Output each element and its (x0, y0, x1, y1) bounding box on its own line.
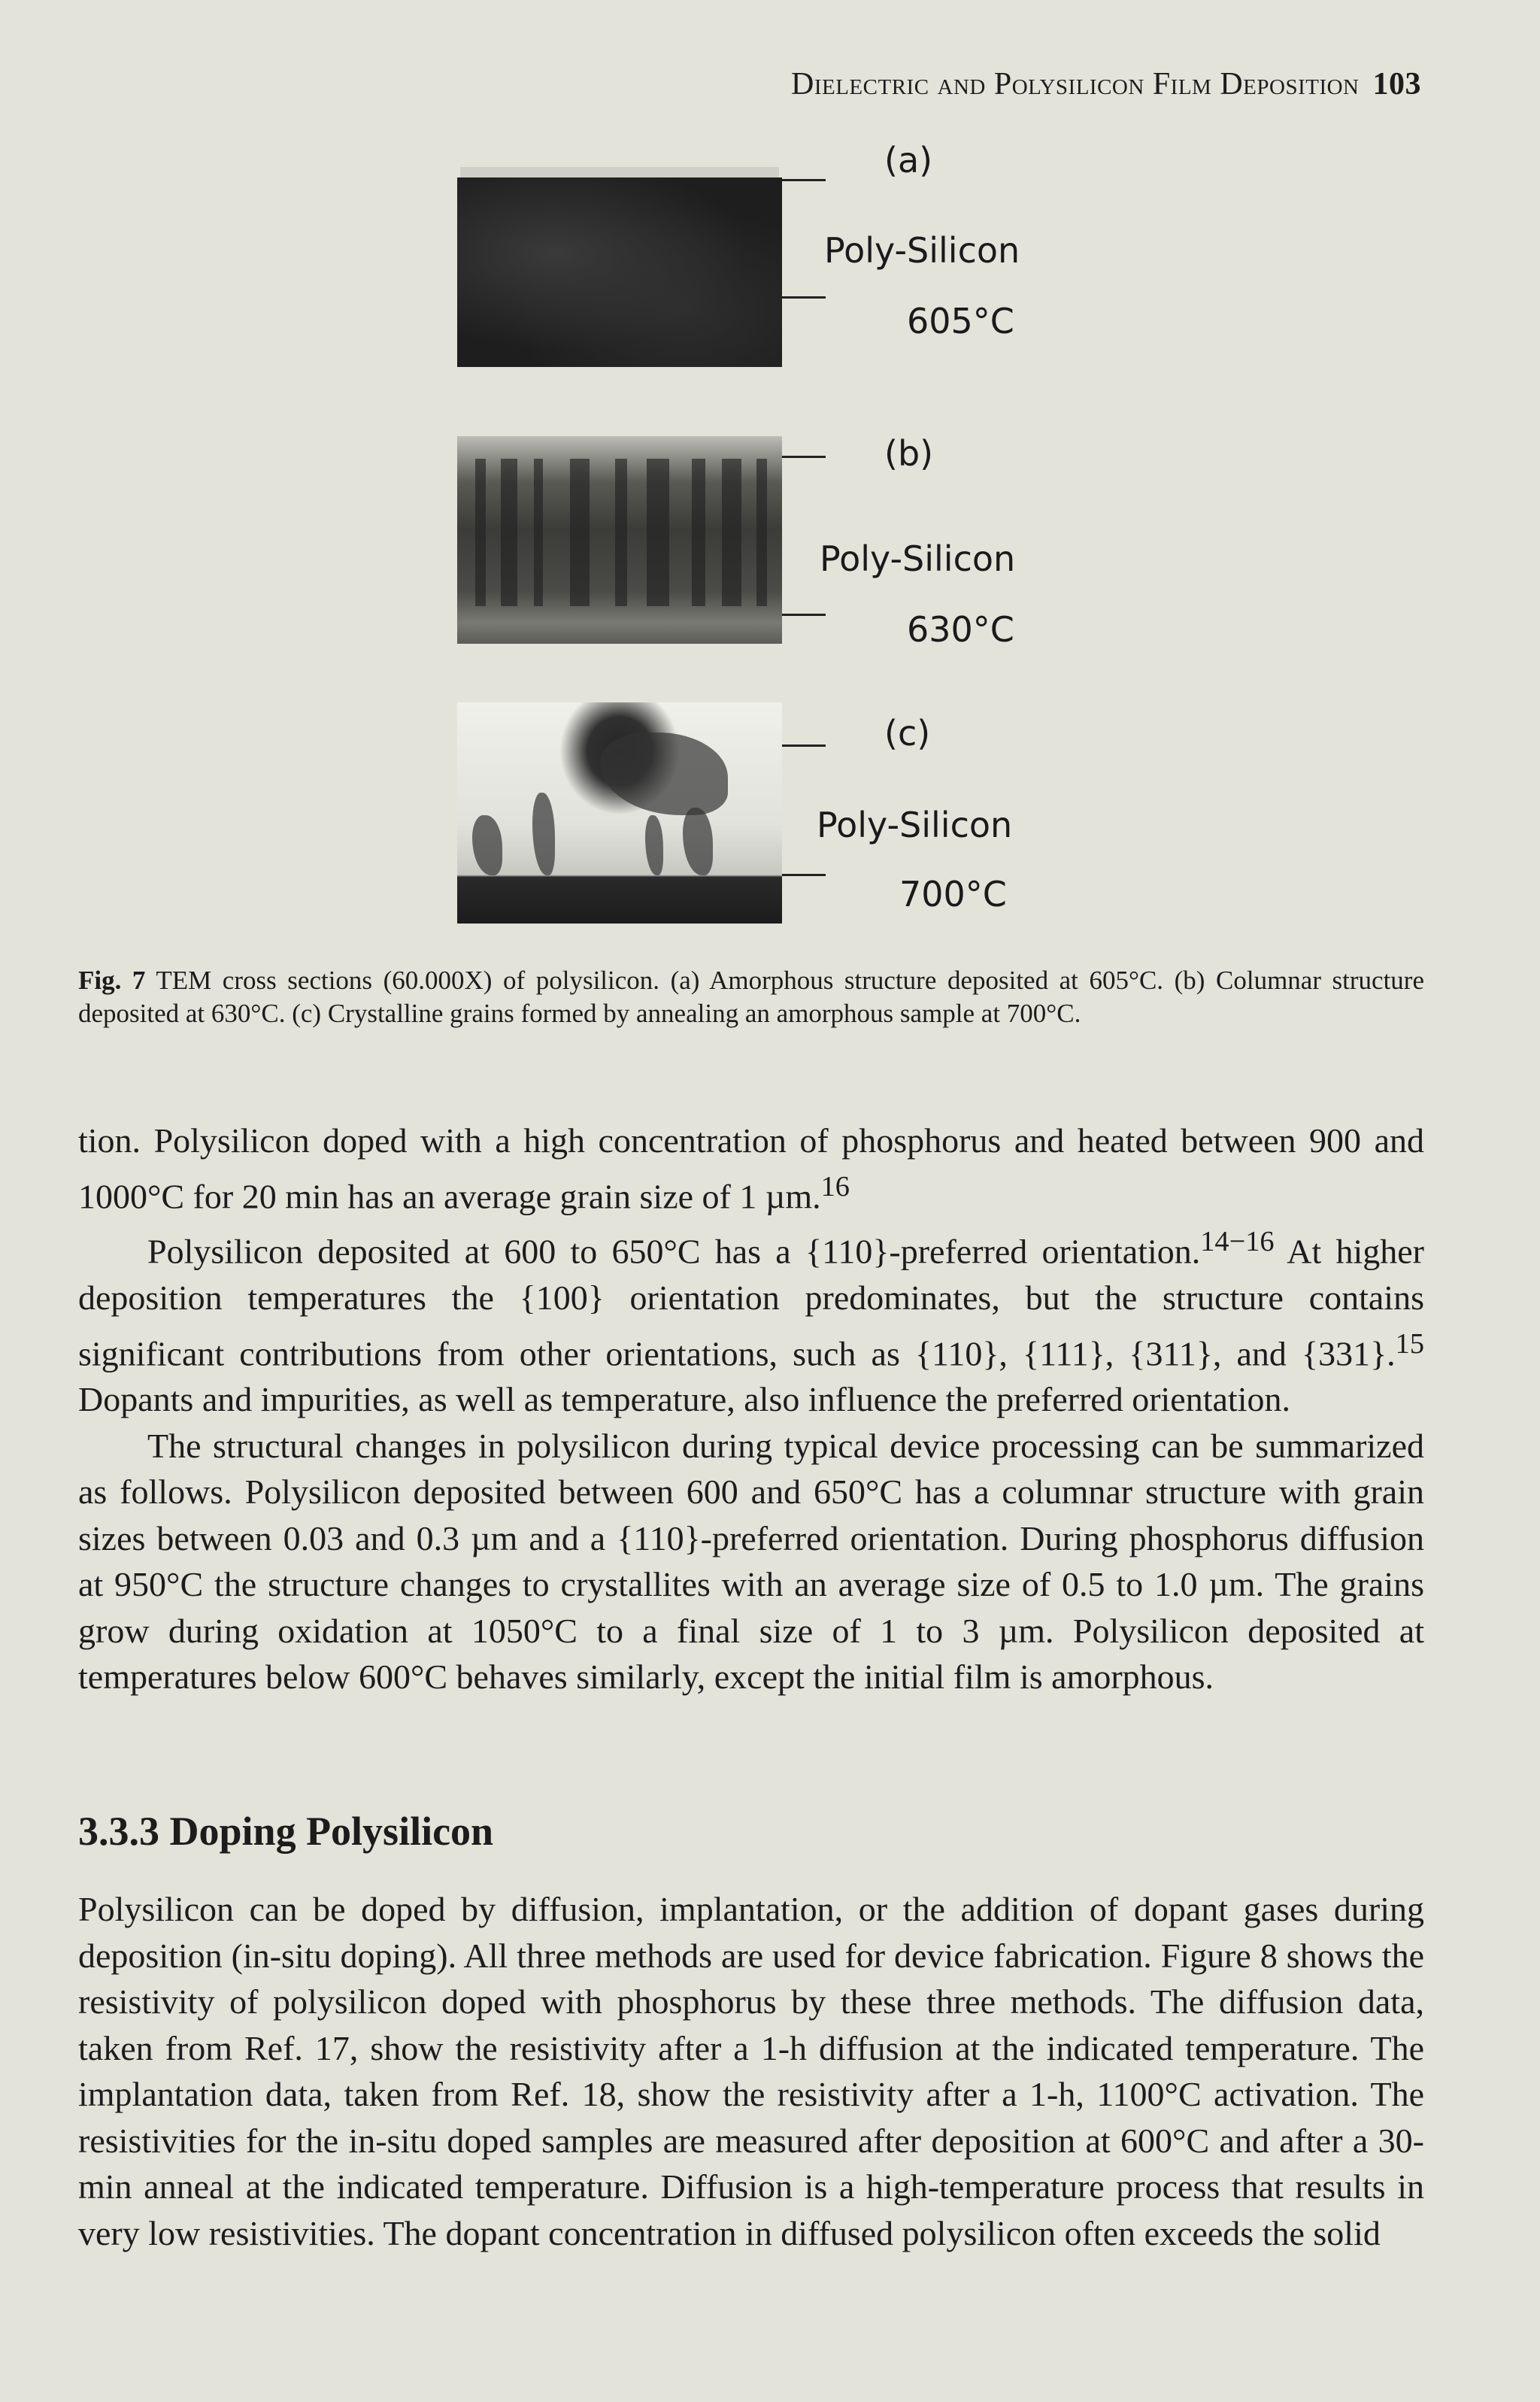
tem-image-c (457, 702, 782, 923)
panel-c-label: (c) (884, 713, 931, 754)
panel-a-label: (a) (884, 140, 933, 180)
tick-a-top (782, 179, 826, 181)
figure-caption (78, 964, 1424, 1030)
paragraph-4: Polysilicon can be doped by diffusion, implantation, or the addition of dopant gases during deposition (in-situ doping). All three methods are used for device fabrication. Figure 8 shows the resistivity of polysilicon doped with phosphorus by these three methods. The diffusion data, taken from Ref. 17, show the resistivity after a 1-h diffusion at the indicated temperature. The implantation data, taken from Ref. 18, show the resistivity after a 1-h, 1100°C activation. The resistivities for the in-situ doped samples are measured after deposition at 600°C and after a 30-min anneal at the indicated temperature. Diffusion is a high-temperature process that results in very low resistivities. The dopant concentration in diffused polysilicon often exceeds the solid (78, 1890, 1424, 2252)
tick-a-mid (782, 296, 826, 299)
panel-c-material: Poly-Silicon (817, 805, 1013, 845)
paragraph-1: tion. Polysilicon doped with a high concentration of phosphorus and heated between 900 and 1000°C for 20 min has an average grain size of 1 µm.$^{16}$ (78, 1121, 1424, 1215)
panel-a-material: Poly-Silicon (824, 230, 1020, 271)
panel-b-material: Poly-Silicon (820, 538, 1016, 579)
figure-caption-text: TEM cross sections (60.000X) of polysilicon. (a) Amorphous structure deposited at 605°C. (b) Columnar structure deposited at 630°C. (c) Crystalline grains formed by annealing an amorphous sample at 700°C. (78, 966, 1424, 1028)
tick-b-top (782, 456, 826, 458)
figure-caption-id: Fig. 7 (78, 966, 146, 995)
panel-b-temperature: 630°C (907, 609, 1014, 650)
tem-image-b (457, 436, 782, 644)
panel-a-temperature: 605°C (907, 301, 1014, 341)
reference-15: 15 (1395, 1327, 1424, 1360)
tick-c-top (782, 745, 826, 747)
panel-c-temperature: 700°C (899, 874, 1007, 914)
body-text-lower (78, 1886, 1424, 2256)
reference-16: 16 (820, 1170, 850, 1203)
page-number: 103 (1372, 67, 1421, 102)
tem-image-a (457, 177, 782, 367)
reference-14-16: 14−16 (1200, 1226, 1275, 1258)
section-heading: 3.3.3 Doping Polysilicon (78, 1809, 494, 1854)
body-text-upper (78, 1118, 1424, 1700)
paragraph-3: The structural changes in polysilicon during typical device processing can be summarized as follows. Polysilicon deposited between 600 and 650°C has a columnar structure with grain sizes between 0.03 and 0.3 µm and a {110}-preferred orientation. During phosphorus diffusion at 950°C the structure changes to crystallites with an average size of 0.5 to 1.0 µm. The grains grow during oxidation at 1050°C to a final size of 1 to 3 µm. Polysilicon deposited at temperatures below 600°C behaves similarly, except the initial film is amorphous. (78, 1426, 1424, 1697)
running-header (791, 66, 1421, 102)
panel-b-label: (b) (884, 433, 934, 474)
tick-c-mid (782, 874, 826, 876)
paragraph-2: Polysilicon deposited at 600 to 650°C has a {110}-preferred orientation.$^{14-16}$ At higher deposition temperatures the {100} orientation predominates, but the structure contains significant contributions from other orientations, such as {110}, {111}, {311}, and {331}.$^{15}$ Dopants and impurities, as well as temperature, also influence the preferred orientation. (78, 1226, 1424, 1419)
tick-b-mid (782, 614, 826, 616)
running-title: Dielectric and Polysilicon Film Deposition (791, 67, 1360, 102)
